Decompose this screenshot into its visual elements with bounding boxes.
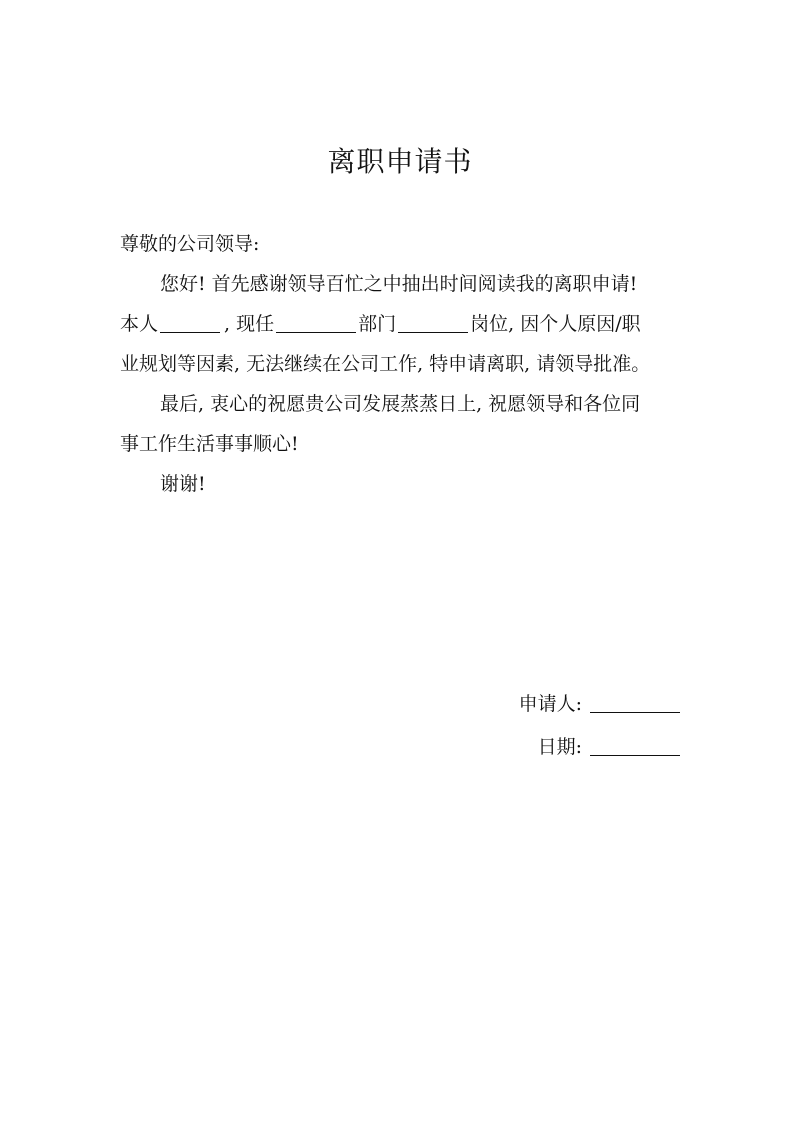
applicant-label: 申请人: [518, 693, 582, 715]
document-body [120, 224, 685, 504]
department-blank [276, 312, 356, 333]
paragraph-1-line-3: 业规划等因素, 无法继续在公司工作, 特申请离职, 请领导批准。 [120, 353, 651, 375]
paragraph-2-line-2: 事工作生活事事顺心! [120, 433, 299, 455]
position-label: 岗位, 因个人原因/职 [470, 313, 641, 335]
date-label: 日期: [537, 736, 582, 758]
current-position-label: , 现任 [224, 313, 275, 335]
paragraph-1-line-2 [120, 304, 685, 344]
name-blank [160, 312, 220, 333]
self-label: 本人 [120, 313, 159, 335]
paragraph-2-line-1: 最后, 衷心的祝愿贵公司发展蒸蒸日上, 祝愿领导和各位同 [160, 393, 641, 415]
document-title: 离职申请书 [327, 145, 473, 178]
closing: 谢谢! [160, 473, 206, 495]
applicant-signature-line [519, 690, 680, 718]
applicant-blank [590, 692, 680, 713]
date-blank [590, 735, 680, 756]
date-signature-line [538, 733, 680, 761]
paragraph-1-line-1: 您好! 首先感谢领导百忙之中抽出时间阅读我的离职申请! [160, 273, 638, 295]
department-label: 部门 [358, 313, 397, 335]
salutation: 尊敬的公司领导: [120, 233, 260, 255]
position-blank [398, 312, 468, 333]
